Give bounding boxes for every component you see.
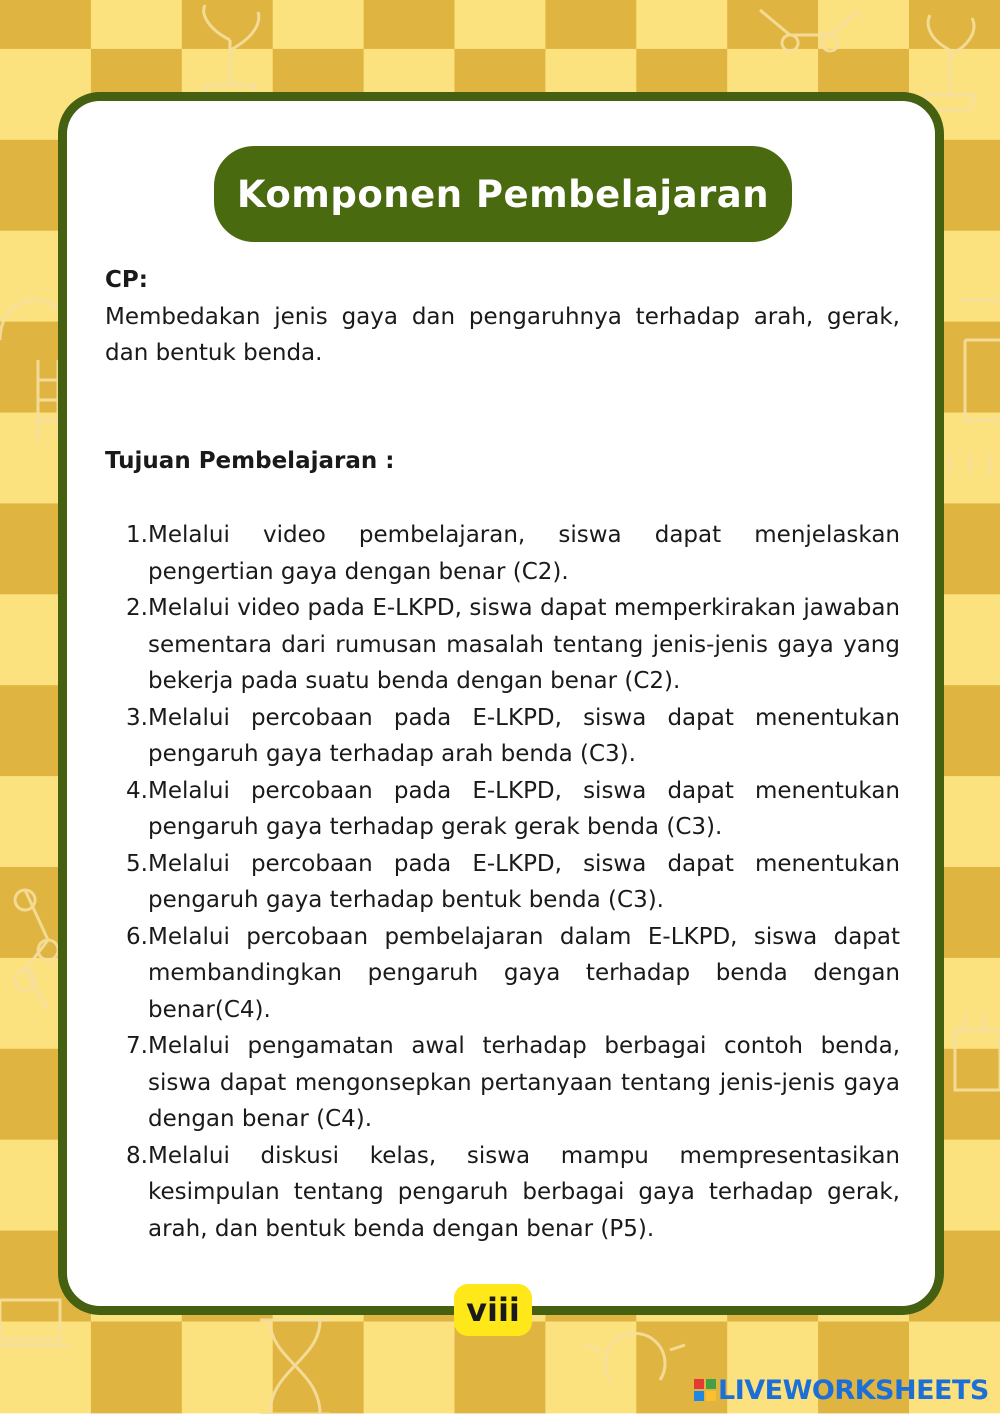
list-item-text: Melalui percobaan pada E-LKPD, siswa dapat menentukan pengaruh gaya terhadap arah benda (C3). bbox=[148, 704, 900, 767]
page-number-badge bbox=[454, 1284, 532, 1336]
list-item-number: 6. bbox=[126, 923, 148, 950]
objectives-label: Tujuan Pembelajaran : bbox=[105, 447, 395, 474]
list-item-text: Melalui diskusi kelas, siswa mampu mempresentasikan kesimpulan tentang pengaruh berbagai gaya terhadap gerak, arah, dan bentuk benda dengan benar (P5). bbox=[148, 1142, 900, 1242]
watermark-text: LIVEWORKSHEETS bbox=[718, 1374, 989, 1406]
cp-label: CP: bbox=[105, 267, 148, 293]
list-item bbox=[105, 773, 900, 846]
list-item bbox=[105, 590, 900, 700]
background-tile bbox=[91, 1322, 183, 1414]
list-item-number: 8. bbox=[126, 1142, 148, 1169]
list-item-text: Melalui video pada E-LKPD, siswa dapat memperkirakan jawaban sementara dari rumusan masalah tentang jenis-jenis gaya yang bekerja pada suatu benda dengan benar (C2). bbox=[148, 595, 900, 694]
list-item-number: 5. bbox=[126, 850, 148, 877]
background-tile bbox=[727, 0, 819, 50]
list-item bbox=[105, 517, 900, 590]
page-number: viii bbox=[466, 1291, 520, 1329]
list-item bbox=[105, 1138, 900, 1248]
list-item-number: 3. bbox=[126, 704, 148, 731]
list-item-number: 4. bbox=[126, 777, 148, 804]
cp-text: Membedakan jenis gaya dan pengaruhnya terhadap arah, gerak, dan bentuk benda. bbox=[105, 303, 900, 366]
objectives-list bbox=[105, 517, 900, 1247]
background-tile bbox=[182, 1322, 274, 1414]
background-tile bbox=[364, 1322, 456, 1414]
list-item-text: Melalui percobaan pada E-LKPD, siswa dapat menentukan pengaruh gaya terhadap bentuk benda (C3). bbox=[148, 850, 900, 913]
background-tile bbox=[91, 0, 183, 50]
list-item-text: Melalui pengamatan awal terhadap berbagai contoh benda, siswa dapat mengonsepkan pertanyaan tentang jenis-jenis gaya dengan benar (C4). bbox=[148, 1033, 900, 1132]
background-tile bbox=[818, 0, 910, 50]
section-spacer bbox=[105, 372, 900, 443]
background-tile bbox=[545, 0, 637, 50]
watermark[interactable] bbox=[694, 1373, 989, 1407]
list-item-text: Melalui video pembelajaran, siswa dapat menjelaskan pengertian gaya dengan benar (C2). bbox=[148, 522, 900, 585]
page-title: Komponen Pembelajaran bbox=[236, 172, 770, 216]
liveworksheets-logo-icon bbox=[694, 1379, 716, 1401]
background-tile bbox=[0, 0, 92, 50]
list-item bbox=[105, 919, 900, 1029]
background-tile bbox=[273, 0, 365, 50]
list-item-number: 7. bbox=[126, 1033, 148, 1059]
background-tile bbox=[636, 0, 728, 50]
background-tile bbox=[364, 0, 456, 50]
list-item-text: Melalui percobaan pada E-LKPD, siswa dapat menentukan pengaruh gaya terhadap gerak gerak benda (C3). bbox=[148, 777, 900, 840]
list-item bbox=[105, 1028, 900, 1138]
background-tile bbox=[0, 1322, 92, 1414]
list-item-number: 1. bbox=[126, 522, 148, 548]
background-tile bbox=[909, 0, 1000, 50]
background-tile bbox=[182, 0, 274, 50]
background-tile bbox=[455, 0, 547, 50]
list-item bbox=[105, 700, 900, 773]
content-area bbox=[105, 262, 900, 1247]
title-banner bbox=[214, 146, 792, 242]
list-item-number: 2. bbox=[126, 595, 148, 621]
list-item-text: Melalui percobaan pembelajaran dalam E-LKPD, siswa dapat membandingkan pengaruh gaya terhadap benda dengan benar(C4). bbox=[148, 923, 900, 1023]
list-item bbox=[105, 846, 900, 919]
